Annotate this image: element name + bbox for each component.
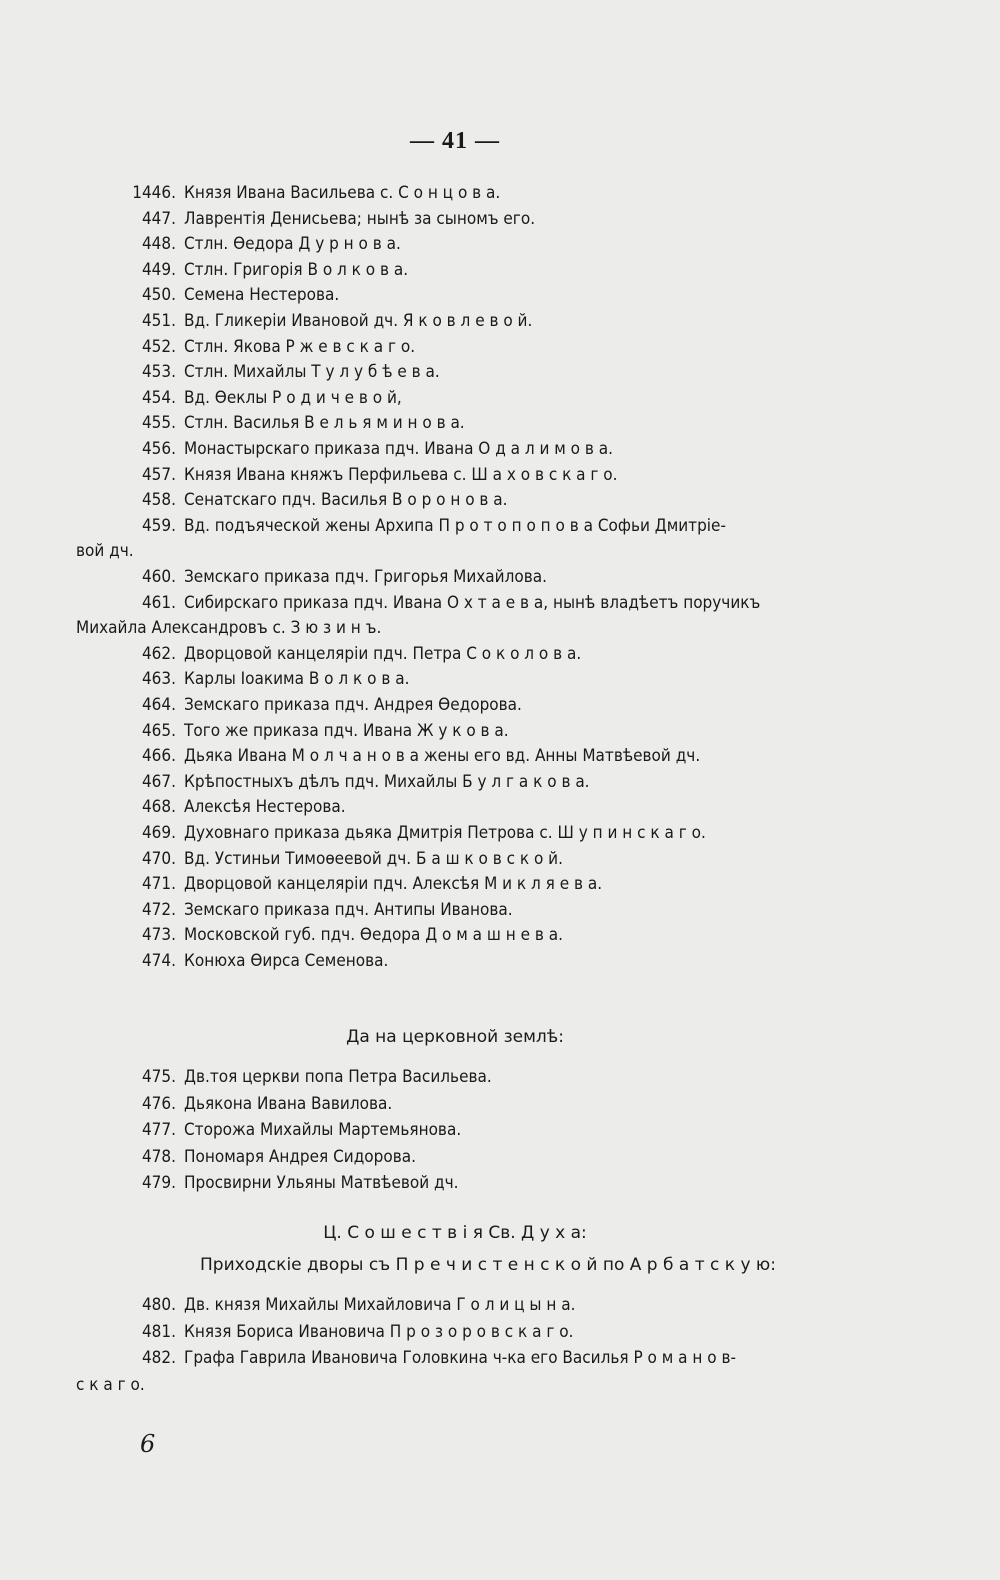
entry-text: Вд. Ѳеклы Р о д и ч е в о й, [184,387,402,408]
list-item [0,566,547,588]
entry-text: Лаврентія Денисьева; нынѣ за сыномъ его. [184,208,536,229]
list-item [0,1066,492,1088]
entry-text: Стлн. Ѳедора Д у р н о в а. [184,234,401,255]
list-item [76,617,381,639]
entry-text: Алексѣя Нестерова. [184,797,346,818]
page-number: — 41 — [410,128,500,154]
entry-number: 455. [141,413,176,434]
entry-number: 472. [141,899,176,920]
signature-mark: 6 [140,1430,156,1458]
list-item [0,796,346,818]
entry-number: 465. [141,720,176,741]
list-item [0,592,760,614]
entry-text: Просвирни Ульяны Матвѣевой дч. [184,1173,459,1193]
entry-number: 478. [141,1146,176,1167]
list-item [0,515,726,537]
entry-number: 452. [141,336,176,357]
list-item [0,1146,416,1168]
list-item [0,1347,736,1369]
entry-text: Духовнаго приказа дьяка Дмитрія Петрова с. Ш у п и н с к а г о. [184,823,706,843]
entry-number: 449. [141,259,176,280]
list-item [0,438,613,460]
entry-text: Вд. подъяческой жены Архипа П р о т о п о п о в а Софьи Дмитріе- [184,515,726,536]
entry-text: Сенатскаго пдч. Василья В о р о н о в а. [184,490,508,511]
list-item [0,771,590,793]
entry-number: 456. [141,439,176,459]
list-item [0,182,500,204]
entry-number: 481. [141,1321,176,1342]
entry-text: Дьяка Ивана М о л ч а н о в а жены его вд. Анны Матвѣевой дч. [184,746,701,767]
entry-number: 458. [141,490,176,511]
entry-number: 448. [141,234,176,255]
entry-number: 450. [141,285,176,306]
entry-number: 479. [141,1173,176,1193]
entry-text: Стлн. Якова Р ж е в с к а г о. [184,336,416,357]
section-heading-church: Ц. С о ш е с т в і я Св. Д у х а: [323,1223,587,1243]
entry-number: 476. [141,1093,176,1114]
entry-number: 462. [141,643,176,664]
entry-text: Сторожа Михайлы Мартемьянова. [184,1120,462,1140]
entry-text: Монастырскаго приказа пдч. Ивана О д а л и м о в а. [184,439,613,459]
entry-text: Семена Нестерова. [184,285,340,306]
entry-text: Дв.тоя церкви попа Петра Васильева. [184,1067,492,1087]
section-heading-parish: Приходскіе дворы съ П р е ч и с т е н с к о й по А р б а т с к у ю: [200,1255,776,1275]
entry-text: Вд. Устиньи Тимоѳеевой дч. Б а ш к о в с к о й. [184,848,563,869]
entry-number: 482. [141,1348,176,1368]
entry-text: вой дч. [76,541,134,562]
list-item [0,233,401,255]
entry-text: Московской губ. пдч. Ѳедора Д о м а ш н е в а. [184,925,563,946]
entry-number: 447. [141,208,176,229]
entry-text: Дьякона Ивана Вавилова. [184,1093,393,1114]
entry-text: Графа Гаврила Ивановича Головкина ч-ка его Василья Р о м а н о в- [184,1348,736,1368]
entry-text: Земскаго приказа пдч. Андрея Ѳедорова. [184,695,522,715]
entry-number: 466. [141,746,176,767]
entry-text: Земскаго приказа пдч. Григорья Михайлова. [184,567,547,587]
entry-number: 469. [141,823,176,843]
entry-number: 480. [141,1295,176,1315]
entry-number: 475. [141,1067,176,1087]
list-item [0,464,618,486]
entry-number: 460. [141,567,176,587]
entry-number: 463. [141,669,176,690]
entry-text: Михайла Александровъ с. З ю з и н ъ. [76,618,382,639]
entry-text: Дв. князя Михайлы Михайловича Г о л и ц ы н а. [184,1295,576,1315]
entry-number: 459. [141,515,176,536]
list-item [0,950,388,972]
section-heading-church-land: Да на церковной землѣ: [346,1027,564,1047]
entry-text: Конюха Ѳирса Семенова. [184,951,389,971]
entry-number: 464. [141,695,176,715]
list-item [0,848,563,870]
list-item [0,208,535,230]
entry-number: 1446. [132,183,176,203]
list-item [0,412,465,434]
entry-number: 457. [141,464,176,485]
list-item [76,540,134,562]
list-item [0,387,402,409]
entry-text: Вд. Гликеріи Ивановой дч. Я к о в л е в о й. [184,311,533,331]
entry-text: Того же приказа пдч. Ивана Ж у к о в а. [184,720,509,741]
entry-text: Князя Бориса Ивановича П р о з о р о в с к а г о. [184,1321,574,1342]
entry-text: Дворцовой канцеляріи пдч. Алексѣя М и к л я е в а. [184,874,603,895]
list-item [76,1374,145,1396]
list-item [0,336,415,358]
entry-text: Дворцовой канцеляріи пдч. Петра С о к о л о в а. [184,643,582,664]
list-item [0,489,508,511]
entry-text: Сибирскаго приказа пдч. Ивана О х т а е в а, нынѣ владѣетъ поручикъ [184,592,761,613]
list-item [0,643,581,665]
list-item [0,668,409,690]
list-item [0,1172,459,1194]
entry-number: 477. [141,1120,176,1140]
list-item [0,1321,573,1343]
entry-number: 471. [141,874,176,895]
list-item [0,899,513,921]
list-item [0,1294,575,1316]
entry-text: Стлн. Михайлы Т у л у б ѣ е в а. [184,362,440,383]
entry-number: 473. [141,925,176,946]
list-item [0,361,440,383]
list-item [0,1119,461,1141]
list-item [0,924,563,946]
entry-text: Карлы Іоакима В о л к о в а. [184,669,410,690]
entry-text: Стлн. Григорія В о л к о в а. [184,259,409,280]
entry-number: 461. [141,592,176,613]
entry-text: Крѣпостныхъ дѣлъ пдч. Михайлы Б у л г а к о в а. [184,771,590,792]
entry-text: Пономаря Андрея Сидорова. [184,1146,416,1167]
list-item [0,873,602,895]
entry-text: с к а г о. [76,1374,145,1395]
list-item [0,310,532,332]
entry-text: Князя Ивана княжъ Перфильева с. Ш а х о в с к а г о. [184,464,618,485]
list-item [0,694,522,716]
entry-text: Стлн. Василья В е л ь я м и н о в а. [184,413,465,434]
list-item [0,284,339,306]
entry-number: 453. [141,362,176,383]
list-item [0,822,706,844]
entry-number: 454. [141,387,176,408]
entry-number: 451. [141,311,176,331]
entry-text: Князя Ивана Васильева с. С о н ц о в а. [184,183,501,203]
entry-text: Земскаго приказа пдч. Антипы Иванова. [184,899,513,920]
entry-number: 468. [141,797,176,818]
entry-number: 474. [141,951,176,971]
entry-number: 467. [141,771,176,792]
list-item [0,259,408,281]
list-item [0,1093,392,1115]
list-item [0,720,509,742]
list-item [0,745,700,767]
entry-number: 470. [141,848,176,869]
